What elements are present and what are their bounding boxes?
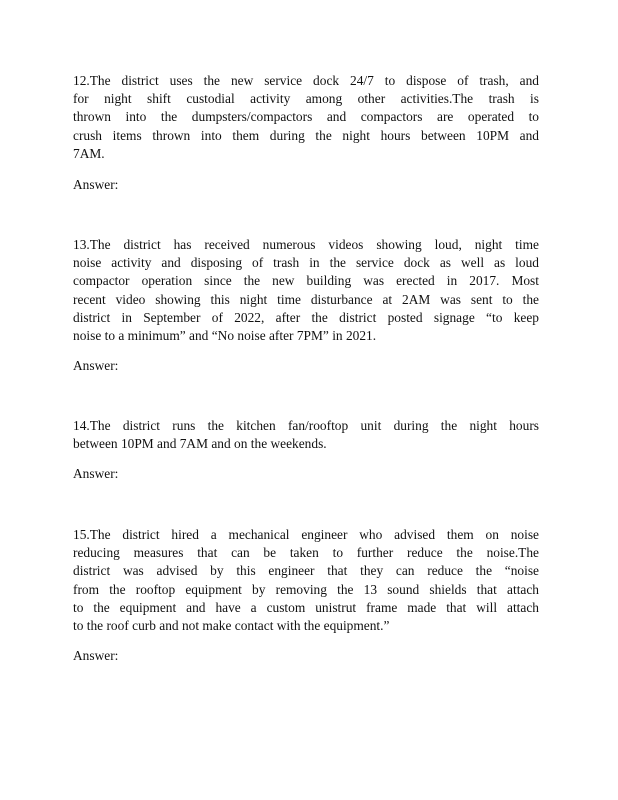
question-line: compactor operation since the new building was erected in 2017. Most [73,273,539,289]
question-line: for night shift custodial activity among other activities.The trash is [73,91,539,107]
answer-label-13: Answer: [73,358,119,373]
question-line: 14.The district runs the kitchen fan/rooftop unit during the night hours [73,418,539,433]
question-line: noise activity and disposing of trash in the service dock as well as loud [73,255,539,271]
question-14 [73,417,539,453]
question-line: 12.The district uses the new service dock 24/7 to dispose of trash, and [73,73,539,88]
question-line: between 10PM and 7AM and on the weekends. [73,436,327,452]
question-line: 7AM. [73,145,105,161]
question-line: thrown into the dumpsters/compactors and compactors are operated to [73,109,539,125]
answer-label-15: Answer: [73,648,119,663]
question-line: noise to a minimum” and “No noise after 7PM” in 2021. [73,328,377,344]
answer-label-12: Answer: [73,177,119,192]
question-13 [73,236,539,345]
question-line: 15.The district hired a mechanical engineer who advised them on noise [73,527,539,542]
question-line: district was advised by this engineer that they can reduce the “noise [73,563,539,579]
question-line: district in September of 2022, after the district posted signage “to keep [73,309,539,325]
question-line: recent video showing this night time disturbance at 2AM was sent to the [73,291,539,307]
question-15 [73,526,539,635]
question-line: 13.The district has received numerous videos showing loud, night time [73,237,539,252]
answer-label-14: Answer: [73,466,119,481]
question-line: crush items thrown into them during the night hours between 10PM and [73,127,539,143]
question-line: from the rooftop equipment by removing the 13 sound shields that attach [73,581,539,597]
question-line: to the equipment and have a custom unistrut frame made that will attach [73,599,539,615]
question-line: reducing measures that can be taken to further reduce the noise.The [73,545,539,561]
question-line: to the roof curb and not make contact with the equipment.” [73,618,390,634]
question-12 [73,72,539,163]
